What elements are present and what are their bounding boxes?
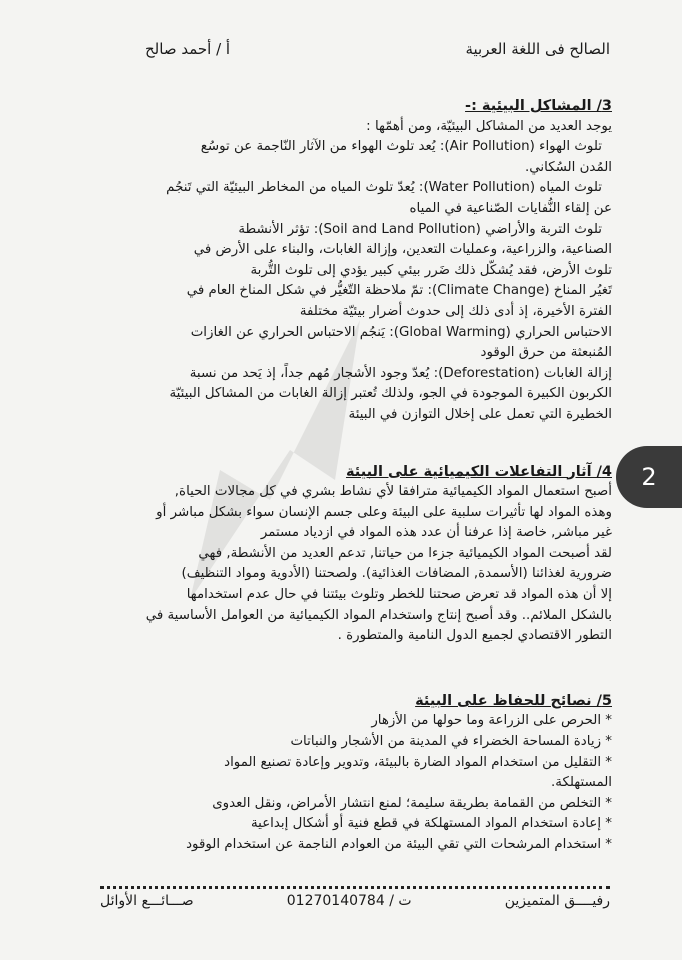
section3-line: يوجد العديد من المشاكل البيئيّة، ومن أهمّها :	[366, 118, 612, 134]
document-body	[100, 96, 612, 856]
section3-line: تلوث الأرض، فقد يُشكّل ذلك ضَرر بيئي كبير يؤدي إلى تلوث التُّربة	[250, 262, 612, 278]
section3-line: الاحتباس الحراري (Global Warming): يَنجُم الاحتباس الحراري عن الغازات	[190, 324, 612, 340]
section3-line: تلوث التربة والأراضي (Soil and Land Pollution): تؤثر الأنشطة	[238, 221, 602, 237]
footer-phone: ت / 01270140784	[286, 893, 412, 909]
section3-line: تلوث المياه (Water Pollution): يُعدّ تلوث المياه من المخاطر البيئيّة التي تَنجُم	[166, 180, 602, 196]
page-number: 2	[641, 463, 657, 491]
author-name: أ / أحمد صالح	[145, 40, 231, 58]
section3-line: تَغيُر المناخ (Climate Change): تمّ ملاحظة التّغيُّر في شكل المناخ العام في	[186, 283, 612, 299]
footer-left: صـــائـــع الأوائل	[100, 893, 194, 909]
tip-item: * التقليل من استخدام المواد الضارة بالبيئة، وتدوير وإعادة تصنيع المواد	[224, 754, 612, 770]
section3-heading: 3/ المشاكل البيئية :-	[465, 98, 612, 114]
tip-item: * إعادة استخدام المواد المستهلكة في قطع فنية أو أشكال إبداعية	[250, 816, 612, 832]
section4-line: بالشكل الملائم.. وقد أصبح إنتاج واستخدام المواد الكيميائية من العوامل الأساسية في	[145, 607, 612, 623]
section4-line: وهذه المواد لها تأثيرات سلبية على البيئة وعلى جسم الإنسان سواء بشكل مباشر أو	[156, 504, 612, 520]
section4-line: التطور الاقتصادي لجميع الدول النامية والمتطورة .	[337, 628, 612, 644]
section4-line: غير مباشر, خاصة إذا عرفنا أن عدد هذه المواد في ازدياد مستمر	[260, 525, 612, 541]
section3-line: المُنبعثة من حرق الوقود	[480, 345, 612, 361]
footer-right: رفيــــق المتميزين	[504, 893, 610, 909]
section3-line: الفترة الأخيرة، إذ أدى ذلك إلى حدوث أضرار بيئيّة مختلفة	[299, 303, 612, 319]
section4-heading: 4/ آثار التفاعلات الكيميائية على البيئة	[345, 463, 612, 480]
section3-line: الخطيرة التي تعمل على إخلال التوازن في البيئة	[348, 406, 612, 422]
section3-line: إزالة الغابات (Deforestation): يُعدّ وجود الأشجار مُهم جداً، إذ يَحد من نسبة	[189, 365, 612, 381]
tip-item: * التخلص من القمامة بطريقة سليمة؛ لمنع انتشار الأمراض، ونقل العدوى	[212, 795, 612, 811]
tip-item: * زيادة المساحة الخضراء في المدينة من الأشجار والنباتات	[290, 734, 612, 750]
tip-item: * الحرص على الزراعة وما حولها من الأزهار	[371, 713, 612, 729]
tip-item: المستهلكة.	[551, 775, 612, 791]
section4-line: لقد أصبحت المواد الكيميائية جزءا من حياتنا, تدعم العديد من الأنشطة, فهي	[198, 545, 612, 561]
page-number-tab	[616, 446, 682, 508]
tip-item: * استخدام المرشحات التي تقي البيئة من العوادم الناجمة عن استخدام الوقود	[186, 837, 612, 852]
book-title: الصالح فى اللغة العربية	[465, 40, 610, 58]
section4-line: ضرورية لغذائنا (الأسمدة, المضافات الغذائية). ولصحتنا (الأدوية ومواد التنظيف)	[181, 566, 612, 582]
section4-line: إلا أن هذه المواد قد تعرض صحتنا للخطر وتلوث بيئتنا في حال عدم استخدامها	[186, 587, 612, 603]
page-footer	[100, 886, 610, 909]
section3-line: عن إلقاء النُّفايات الصّناعية في المياه	[409, 200, 612, 216]
section5-heading: 5/ نصائح للحفاظ على البيئة	[415, 692, 612, 709]
section4-line: أصبح استعمال المواد الكيميائية مترافقا لأي نشاط بشري في كل مجالات الحياة,	[174, 484, 612, 500]
section3-line: المُدن السُكاني.	[524, 159, 612, 175]
section3-line: الصناعية، والزراعية، وعمليات التعدين، وإزالة الغابات، والبناء على الأرض في	[193, 242, 612, 258]
section3-line: الكربون الكبيرة الموجودة في الجو، ولذلك تُعتبر إزالة الغابات من المشاكل البيئيّة	[169, 386, 612, 402]
section3-line: تلوث الهواء (Air Pollution): يُعد تلوث الهواء من الآثار النّاجمة عن توسُع	[200, 139, 602, 155]
